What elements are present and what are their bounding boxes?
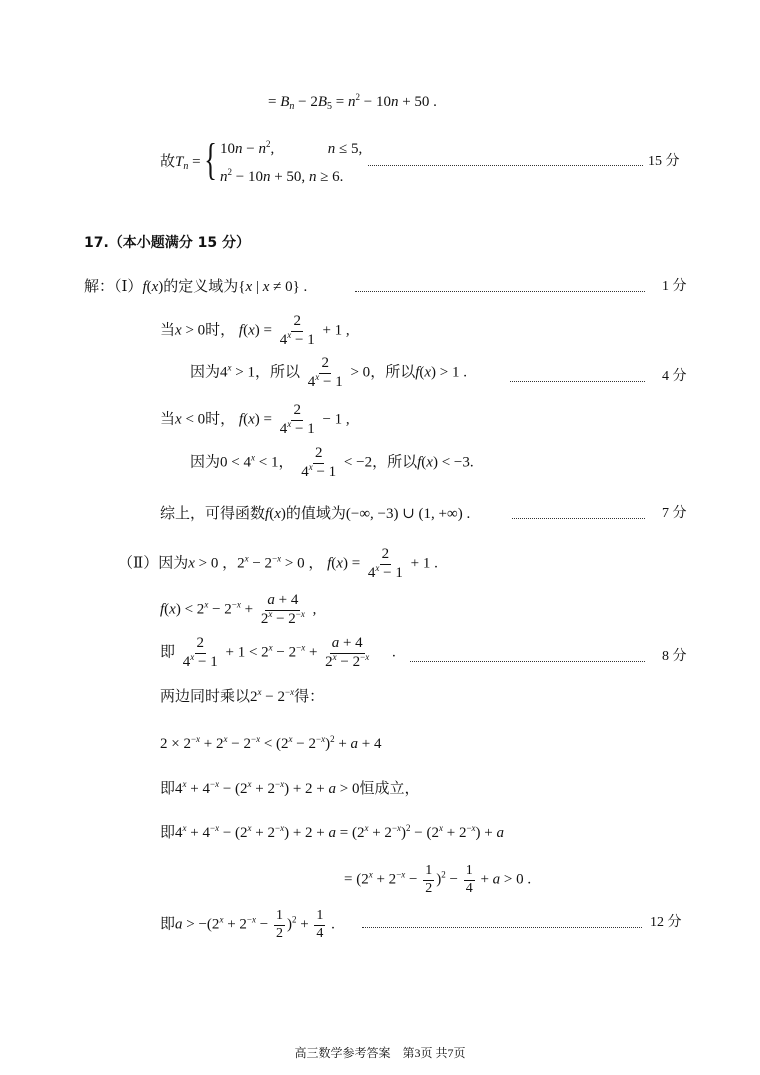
score-15: 15 分 [648, 154, 680, 169]
rewrite-expression: 即$4^x + 4^{-x} - (2^x + 2^{-x}) + 2 + a = (2^x + 2^{-x})^2 - (2^x + 2^{-x}) + a$ [160, 823, 504, 841]
completed-square: = ($2^x + 2^{-x}$ − $\frac{1}{2}$ )$^2$ − $\frac{1}{4}$ + a > 0 . [344, 863, 532, 896]
tn-label: 故$T_n$ = [160, 154, 201, 172]
inequality-original: $f(x) < 2^x - 2^{-x}$ + $\frac{a + 4}{2^x - 2^{-x}}$ , [160, 592, 317, 627]
page-footer: 高三数学参考答案 第3页 共7页 [294, 1046, 466, 1060]
score-12: 12 分 [650, 915, 682, 930]
score-7: 7 分 [662, 506, 687, 521]
expanded-inequality: $2 \times 2^{-x} + 2^x - 2^{-x} < (2^x - 2^{-x})^2 + a + 4$ [160, 734, 382, 752]
reason-positive: 因为$4^x > 1$，所以 $\frac{2}{4^x - 1}$ > 0，所以f(x) > 1 . [190, 355, 468, 390]
tn-case-2: $n^2 - 10n + 50$, n ≥ 6. [220, 167, 344, 185]
tn-case-1: $10n - n^2$, n ≤ 5, [220, 139, 363, 157]
always-holds: 即$4^x + 4^{-x} - (2^x + 2^{-x}) + 2 + a > 0$恒成立， [160, 779, 420, 797]
case-x-negative: 当x < 0时， f(x) = $\frac{2}{4^x - 1}$ − 1 , [160, 402, 350, 437]
part2-start: （Ⅱ）因为x > 0 ，$2^x - 2^{-x} > 0$ ， f(x) = $\frac{2}{4^x - 1}$ + 1 . [118, 546, 438, 581]
score-1: 1 分 [662, 279, 687, 294]
leader-dots [410, 661, 645, 662]
leader-dots [368, 165, 643, 166]
leader-dots [510, 381, 645, 382]
final-bound: 即$a > -(2^x + 2^{-x}$ − $\frac{1}{2}$ )$^2$ + $\frac{1}{4}$ . [160, 908, 335, 941]
equation-bn-difference: = $B_n - 2B_5 = n^2 - 10n + 50$ . [268, 92, 437, 112]
piecewise-brace: { [204, 135, 217, 184]
multiply-both-sides: 两边同时乘以$2^x - 2^{-x}$得： [160, 687, 325, 705]
leader-dots [512, 518, 645, 519]
conclusion-range: 综上，可得函数f(x)的值域为(−∞, −3) ∪ (1, +∞) . [160, 506, 471, 522]
section-17-heading: 17.（本小题满分 15 分） [84, 235, 251, 251]
reason-negative: 因为$0 < 4^x < 1$， $\frac{2}{4^x - 1}$ < −2，所以f(x) < −3. [190, 445, 474, 480]
solution-part1-domain: 解：（Ⅰ）f(x)的定义域为{x | x ≠ 0} . [84, 279, 308, 295]
score-4: 4 分 [662, 369, 687, 384]
leader-dots [362, 927, 642, 928]
score-8: 8 分 [662, 649, 687, 664]
case-x-positive: 当x > 0时， f(x) = $\frac{2}{4^x - 1}$ + 1 , [160, 313, 350, 348]
inequality-substituted: 即 $\frac{2}{4^x - 1}$ + $1 < 2^x - 2^{-x}$ + $\frac{a + 4}{2^x - 2^{-x}}$ . [160, 635, 396, 670]
leader-dots [355, 291, 645, 292]
